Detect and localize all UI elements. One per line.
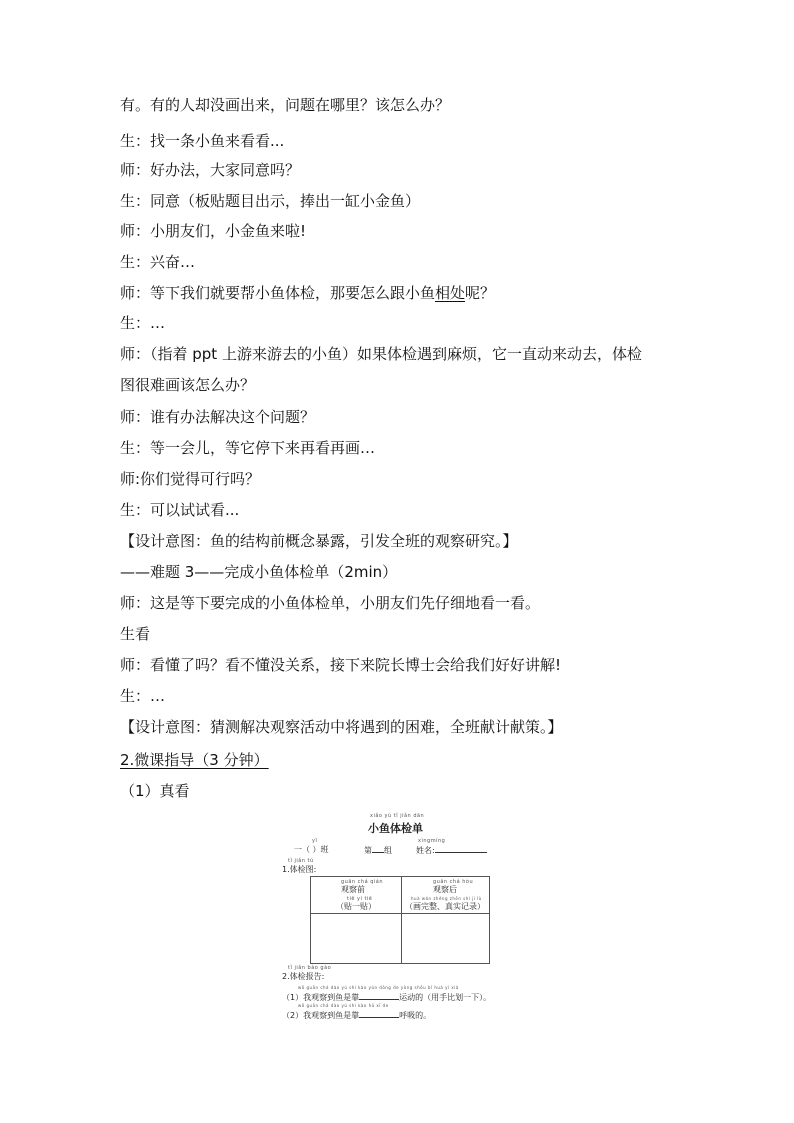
divider: [311, 913, 489, 914]
text-segment: 姓名:: [416, 846, 435, 855]
answer-blank: [359, 991, 399, 1000]
pinyin: yī: [312, 838, 318, 844]
pinyin: tǐ jiǎn bào gào: [288, 965, 332, 971]
name-label: [416, 844, 487, 856]
text-segment: 呢？: [465, 284, 496, 302]
column-subheader: （贴一贴）: [336, 902, 376, 911]
text-line: [120, 283, 495, 303]
text-segment: （2）我观察到鱼是靠: [282, 1011, 360, 1020]
text-segment: 师：等下我们就要帮小鱼体检，那要怎么跟小鱼: [120, 284, 436, 302]
text-line: 师：好办法，大家同意吗？: [120, 161, 301, 179]
checkup-grid: [310, 876, 490, 964]
column-header: 观察后: [433, 885, 457, 894]
text-line: ——难题 3——完成小鱼体检单（2min）: [120, 563, 398, 581]
blank-line: [372, 844, 384, 853]
text-line: 生：等一会儿，等它停下来再看再画…: [120, 439, 376, 457]
design-intent-note: 【设计意图：鱼的结构前概念暴露，引发全班的观察研究。】: [120, 532, 518, 550]
text-line: 师：看懂了吗？看不懂没关系，接下来院长博士会给我们好好讲解!: [120, 656, 562, 674]
pinyin: xiǎo yú tǐ jiǎn dān: [370, 813, 425, 819]
text-segment: 运动的（用手比划一下）。: [399, 993, 492, 1002]
text-line: 生：…: [120, 314, 166, 332]
divider: [401, 877, 402, 963]
text-line: 生：可以试试看...: [120, 501, 240, 519]
text-line: （1）真看: [120, 782, 190, 800]
column-subheader: （画完整、真实记录）: [405, 902, 485, 911]
pinyin: guān chá qián: [341, 879, 384, 885]
question-2: [282, 1009, 431, 1021]
text-line: 生：找一条小鱼来看看...: [120, 132, 285, 150]
pinyin: guān chá hòu: [433, 879, 474, 885]
pinyin: xìngmíng: [418, 838, 446, 844]
design-intent-note: 【设计意图：猜测解决观察活动中将遇到的困难，全班献计献策。】: [120, 718, 563, 736]
question-1: [282, 991, 491, 1003]
group-label: [364, 844, 392, 856]
text-line: 生：同意（板贴题目出示，捧出一缸小金鱼）: [120, 192, 421, 210]
text-line: 师:你们觉得可行吗？: [120, 470, 261, 488]
pinyin: wǒ guān chá dào yú shì kào yùn dòng de yòng shǒu bǐ huà yí xià: [298, 985, 459, 990]
answer-blank: [359, 1009, 399, 1018]
text-segment: （1）我观察到鱼是靠: [282, 993, 360, 1002]
pinyin: tǐ jiǎn tú: [288, 858, 314, 864]
text-line: 生：兴奋…: [120, 253, 196, 271]
fish-checkup-worksheet: [270, 810, 530, 1025]
text-line: 生：…: [120, 687, 166, 705]
text-line: 师：谁有办法解决这个问题？: [120, 408, 316, 426]
column-header: 观察前: [341, 885, 365, 894]
pinyin: huà wán zhěng zhēn shí jì lù: [411, 896, 482, 901]
text-segment: 组: [384, 846, 392, 855]
pinyin: tiē yi tiē: [347, 896, 373, 902]
name-blank: [435, 844, 487, 853]
text-segment: 第: [364, 846, 372, 855]
text-line: 师：（指着 ppt 上游来游去的小鱼）如果体检遇到麻烦，它一直动来动去，体检: [120, 345, 642, 363]
text-line: 图很难画该怎么办？: [120, 376, 256, 394]
section-heading: 2.微课指导（3 分钟）: [120, 751, 269, 769]
pinyin: wǒ guān chá dào yú shì kào hū xī de: [298, 1003, 389, 1008]
item-label: 2.体检报告:: [282, 972, 325, 981]
text-segment: 呼吸的。: [399, 1011, 432, 1020]
text-line: 生看: [120, 625, 151, 643]
item-label: 1.体检图:: [282, 865, 317, 874]
underlined-term: 相处: [435, 284, 466, 302]
text-line: 师：这是等下要完成的小鱼体检单，小朋友们先仔细地看一看。: [120, 594, 541, 612]
text-line: 师：小朋友们，小金鱼来啦!: [120, 222, 307, 240]
worksheet-title: 小鱼体检单: [368, 822, 423, 835]
text-line: 有。有的人却没画出来，问题在哪里？该怎么办？: [120, 96, 451, 114]
class-label: 一（ ）班: [294, 845, 329, 854]
